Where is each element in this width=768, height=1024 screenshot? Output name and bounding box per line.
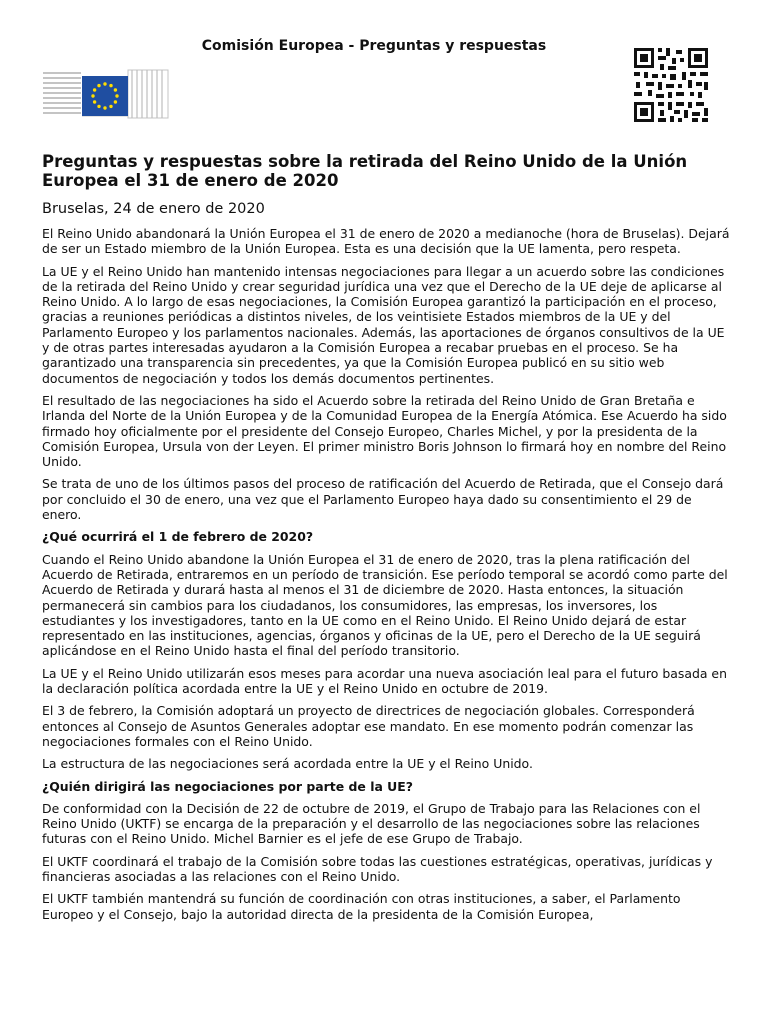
document-title: Preguntas y respuestas sobre la retirada del Reino Unido de la Unión Europea el 31 de enero de 2020	[42, 152, 688, 190]
document-body	[42, 152, 730, 929]
document-dateline: Bruselas, 24 de enero de 2020	[42, 201, 265, 217]
eu-commission-logo	[42, 68, 170, 120]
document-content	[42, 226, 730, 922]
section-heading: ¿Qué ocurrirá el 1 de febrero de 2020?	[42, 529, 314, 545]
paragraph: El UKTF también mantendrá su función de coordinación con otras instituciones, a saber, el Parlamento Europeo y el Consejo, bajo la autoridad directa de la presidenta de la Comisión Europea,	[42, 891, 681, 922]
paragraph: De conformidad con la Decisión de 22 de octubre de 2019, el Grupo de Trabajo para las Relaciones con el Reino Unido (UKTF) se encarga de la preparación y el desarrollo de las negociaciones sobre las relaciones futuras con el Reino Unido. Michel Barnier es el jefe de ese Grupo de Trabajo.	[42, 800, 701, 847]
paragraph: El 3 de febrero, la Comisión adoptará un proyecto de directrices de negociación globales. Corresponderá entonces al Consejo de Asuntos Generales adoptar ese mandato. En ese momento podrán comenzar las negociaciones formales con el Reino Unido.	[42, 703, 695, 749]
paragraph: El resultado de las negociaciones ha sido el Acuerdo sobre la retirada del Reino Unido de Gran Bretaña e Irlanda del Norte de la Unión Europea y de la Comunidad Europea de la Energía Atómica. Ese Acuerdo ha sido firmado hoy oficialmente por el presidente del Consejo Europeo, Charles Michel, y por la presidenta de la Comisión Europea, Ursula von der Leyen. El primer ministro Boris Johnson lo firmará hoy en nombre del Reino Unido.	[42, 392, 727, 470]
paragraph: La UE y el Reino Unido han mantenido intensas negociaciones para llegar a un acuerdo sobre las condiciones de la retirada del Reino Unido y crear seguridad jurídica una vez que el Derecho de la UE deje de aplicarse al Reino Unido. A lo largo de esas negociaciones, la Comisión Europea garantizó la participación en el proceso, gracias a reuniones periódicas a distintos niveles, de los veintisiete Estados miembros de la UE y del Parlamento Europeo y los parlamentos nacionales. Además, las aportaciones de órganos consultivos de la UE y de otras partes interesadas ayudaron a la Comisión Europea a recabar pruebas en el proceso. Se ha garantizado una transparencia sin precedentes, ya que la Comisión Europea publicó en su sitio web documentos de negociación y todos los demás documentos pertinentes.	[42, 263, 725, 386]
paragraph: El Reino Unido abandonará la Unión Europea el 31 de enero de 2020 a medianoche (hora de Bruselas). Dejará de ser un Estado miembro de la Unión Europea. Esta es una decisión que la UE lamenta, pero respeta.	[42, 226, 730, 257]
eu-flag-icon	[82, 76, 128, 116]
paragraph: Cuando el Reino Unido abandone la Unión Europea el 31 de enero de 2020, tras la plena ratificación del Acuerdo de Retirada, entraremos en un período de transición. Ese período temporal se acordó como parte del Acuerdo de Retirada y durará hasta al menos el 31 de diciembre de 2020. Hasta entonces, la situación permanecerá sin cambios para los ciudadanos, los consumidores, las empresas, los inversores, los estudiantes y los investigadores, tanto en la UE como en el Reino Unido. El Reino Unido dejará de estar representado en las instituciones, agencias, órganos y oficinas de la UE, pero el Derecho de la UE seguirá aplicándose en el Reino Unido hasta el final del período transitorio.	[42, 551, 728, 659]
paragraph: Se trata de uno de los últimos pasos del proceso de ratificación del Acuerdo de Retirada, que el Consejo dará por concluido el 30 de enero, una vez que el Parlamento Europeo haya dado su consentimiento el 29 de enero.	[42, 476, 724, 523]
paragraph: La estructura de las negociaciones será acordada entre la UE y el Reino Unido.	[42, 756, 533, 772]
page-header-title: Comisión Europea - Preguntas y respuestas	[201, 38, 547, 54]
qr-code-icon	[632, 46, 710, 124]
paragraph: El UKTF coordinará el trabajo de la Comisión sobre todas las cuestiones estratégicas, operativas, jurídicas y financieras asociadas a las relaciones con el Reino Unido.	[42, 853, 713, 884]
paragraph: La UE y el Reino Unido utilizarán esos meses para acordar una nueva asociación leal para el futuro basada en la declaración política acordada entre la UE y el Reino Unido en octubre de 2019.	[42, 665, 727, 697]
section-heading: ¿Quién dirigirá las negociaciones por parte de la UE?	[42, 778, 413, 794]
